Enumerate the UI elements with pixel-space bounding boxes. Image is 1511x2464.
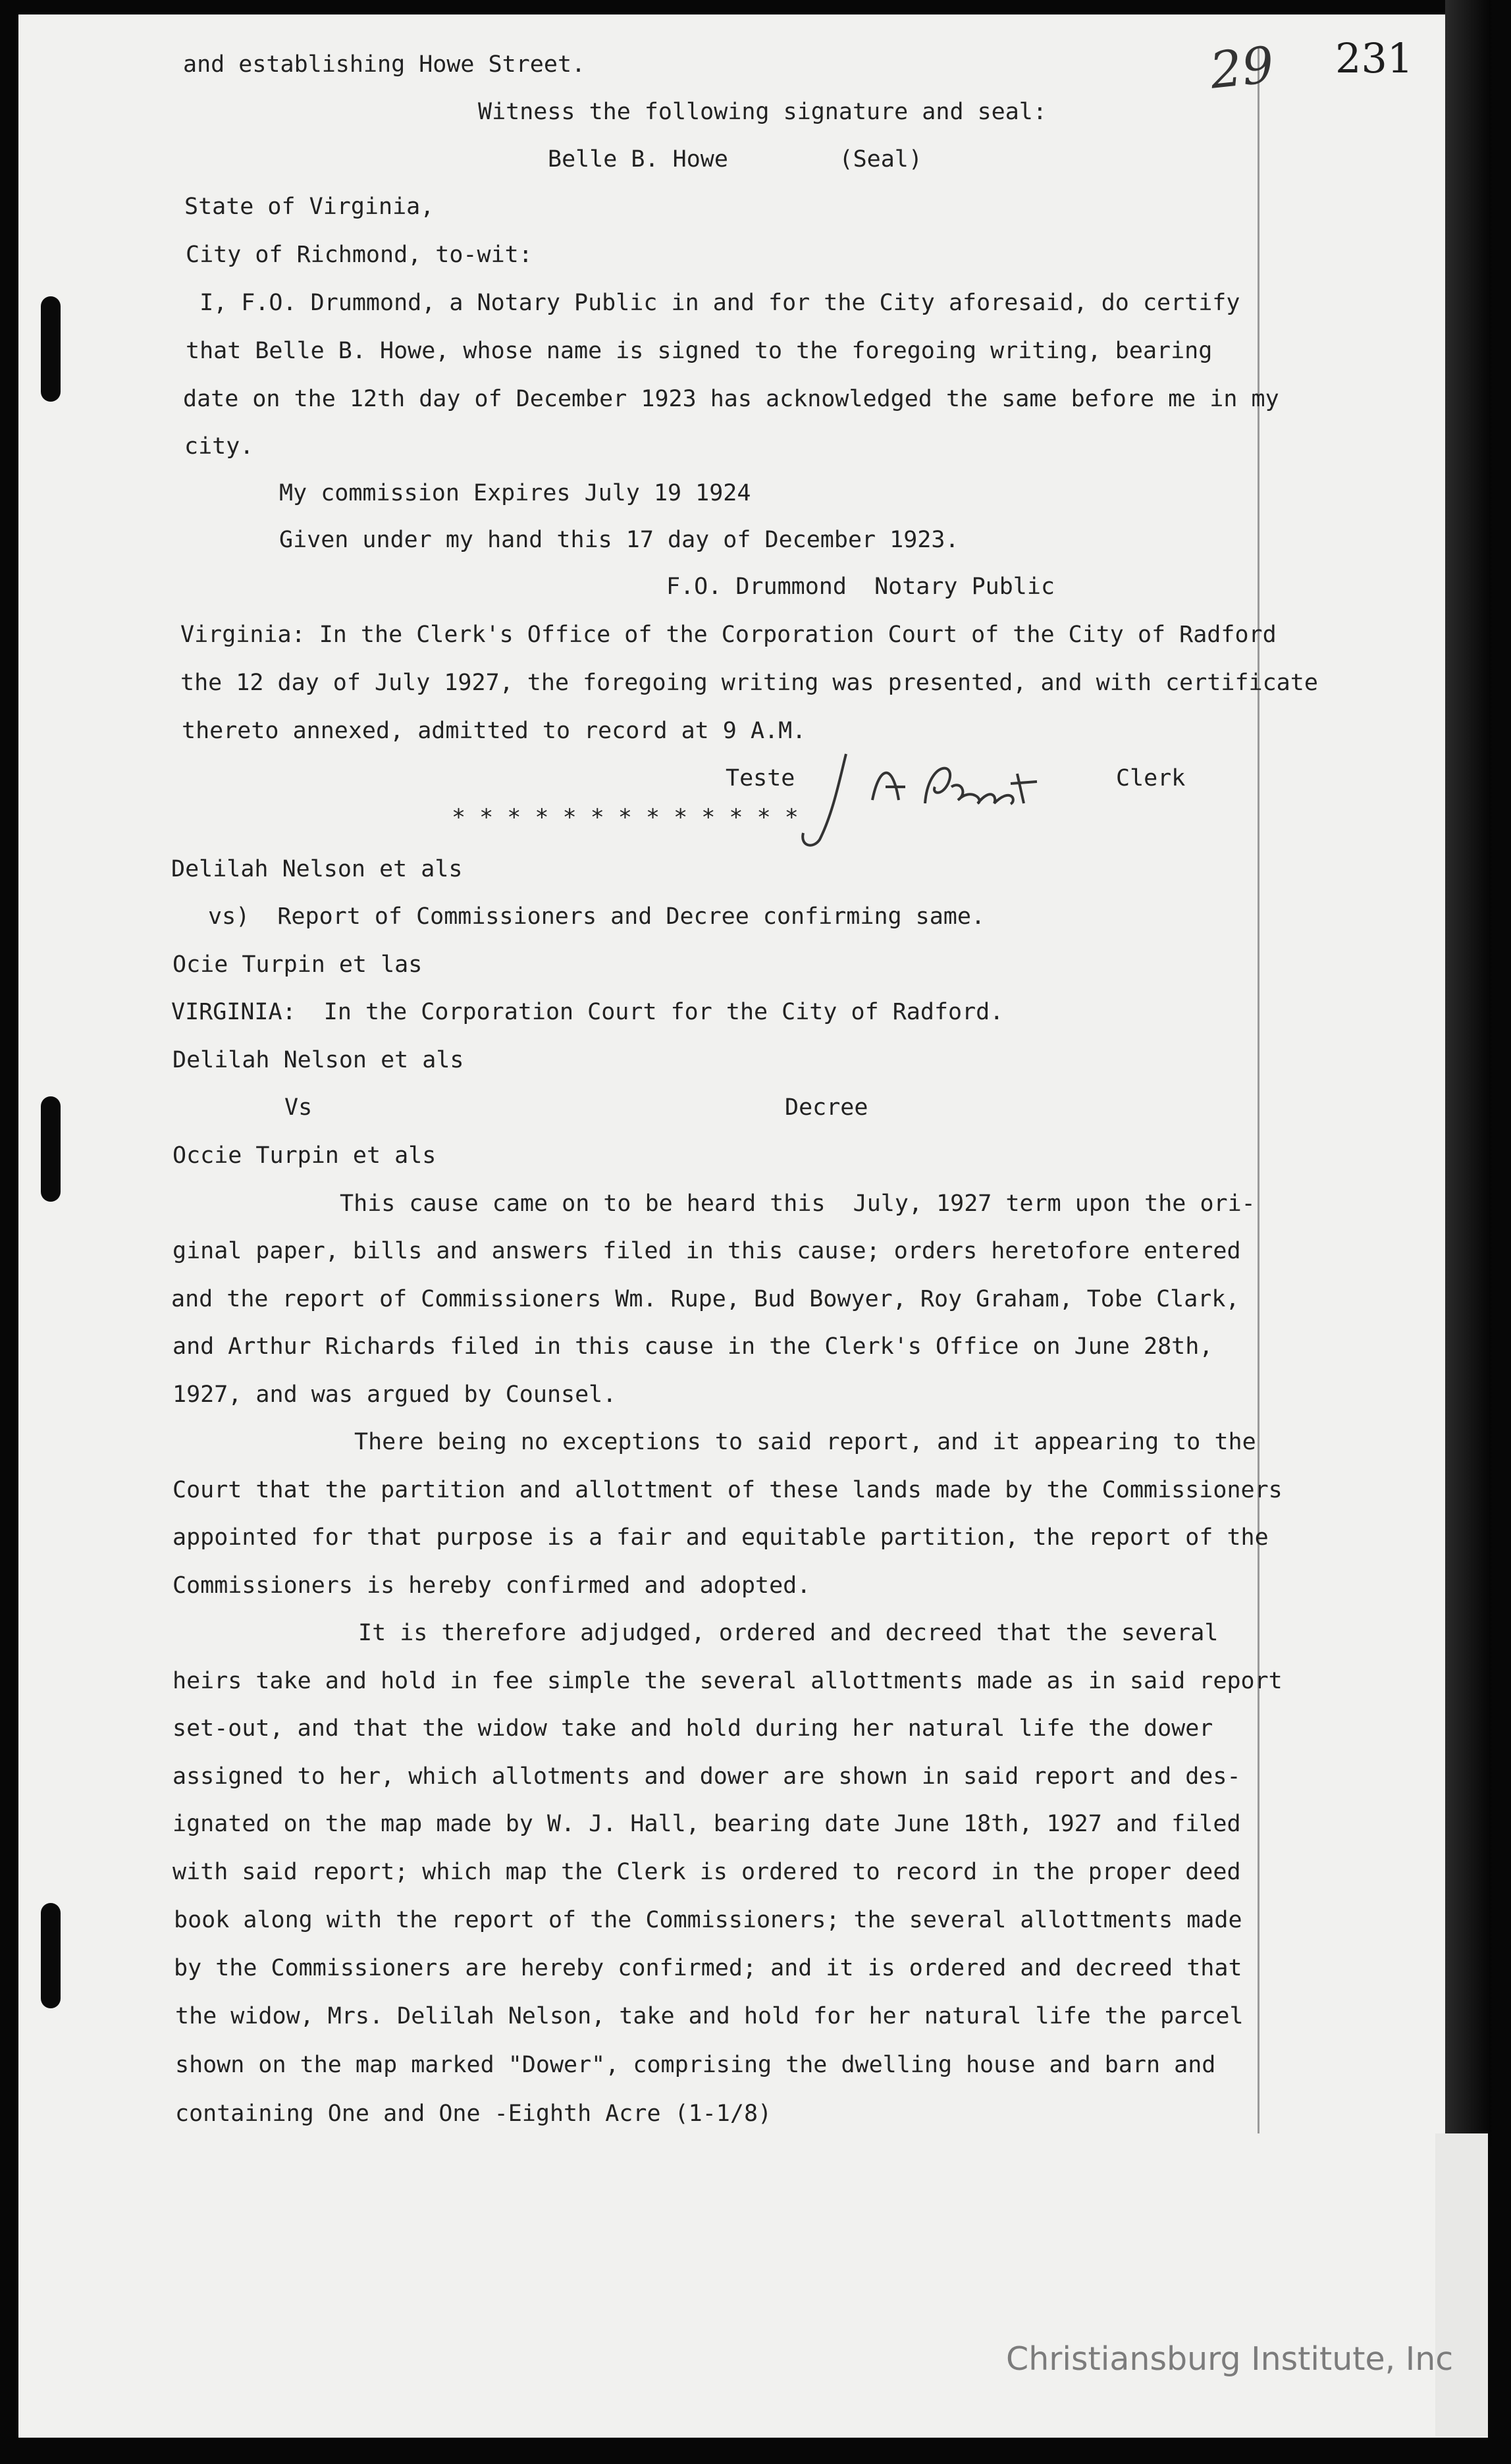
text-line: by the Commissioners are hereby confirmed; and it is ordered and decreed that [174,1955,1242,1981]
text-line: appointed for that purpose is a fair and equitable partition, the report of the [172,1524,1269,1551]
text-line: * * * * * * * * * * * * * [452,805,799,831]
binder-hole [41,1096,61,1202]
text-line: 1927, and was argued by Counsel. [172,1381,617,1408]
text-line: My commission Expires July 19 1924 [279,480,751,506]
text-line: F.O. Drummond Notary Public [666,574,1055,600]
margin-rule [1258,46,1259,2133]
text-line: State of Virginia, [184,194,435,220]
text-line: and Arthur Richards filed in this cause in the Clerk's Office on June 28th, [172,1333,1213,1360]
text-line: Decree [785,1094,868,1121]
text-line: Virginia: In the Clerk's Office of the Corporation Court of the City of Radford [180,622,1277,648]
text-line: Occie Turpin et als [172,1142,437,1169]
text-line: assigned to her, which allotments and dower are shown in said report and des- [172,1763,1241,1790]
page-number: 231 [1335,34,1414,82]
text-line: Court that the partition and allottment of these lands made by the Commissioners [172,1477,1283,1503]
text-line: Belle B. Howe (Seal) [548,146,922,173]
binder-hole [41,296,61,402]
clerk-signature [793,741,1070,853]
text-line: thereto annexed, admitted to record at 9 A.M. [182,718,807,744]
text-line: I, F.O. Drummond, a Notary Public in and for the City aforesaid, do certify [186,290,1240,316]
text-line: Clerk [1116,765,1186,791]
text-line: with said report; which map the Clerk is ordered to record in the proper deed [172,1859,1241,1885]
text-line: shown on the map marked "Dower", comprising the dwelling house and barn and [175,2052,1216,2078]
text-line: It is therefore adjudged, ordered and decreed that the several [358,1620,1219,1646]
text-line: Delilah Nelson et als [171,856,463,882]
text-line: ignated on the map made by W. J. Hall, bearing date June 18th, 1927 and filed [172,1811,1241,1837]
page-shadow [1445,0,1491,2147]
text-line: There being no exceptions to said report, and it appearing to the [354,1429,1256,1455]
text-line: Commissioners is hereby confirmed and adopted. [172,1572,811,1599]
text-line: Given under my hand this 17 day of December 1923. [279,527,959,553]
text-line: the 12 day of July 1927, the foregoing writing was presented, and with certificate [180,670,1318,696]
text-line: vs) Report of Commissioners and Decree confirming same. [208,903,986,930]
text-line: heirs take and hold in fee simple the several allottments made as in said report [172,1668,1283,1694]
binder-hole [41,1903,61,2008]
handwritten-page-number: 29 [1207,35,1277,100]
text-line: city. [184,433,254,460]
text-line: book along with the report of the Commissioners; the several allottments made [174,1907,1242,1933]
text-line: Teste [726,765,795,791]
page-corner [1435,2133,1488,2436]
text-line: and the report of Commissioners Wm. Rupe, Bud Bowyer, Roy Graham, Tobe Clark, [171,1286,1240,1312]
text-line: and establishing Howe Street. [183,51,586,78]
text-line: VIRGINIA: In the Corporation Court for the City of Radford. [171,999,1004,1025]
text-line: date on the 12th day of December 1923 has acknowledged the same before me in my [183,386,1279,412]
text-line: that Belle B. Howe, whose name is signed to the foregoing writing, bearing [186,338,1213,364]
text-line: City of Richmond, to-wit: [186,242,533,268]
text-line: set-out, and that the widow take and hold during her natural life the dower [172,1715,1213,1742]
watermark: Christiansburg Institute, Inc [1006,2340,1454,2378]
text-line: Ocie Turpin et las [172,951,423,978]
text-line: containing One and One -Eighth Acre (1-1/8) [175,2101,772,2127]
text-line: ginal paper, bills and answers filed in this cause; orders heretofore entered [172,1238,1241,1264]
text-line: Delilah Nelson et als [172,1047,464,1073]
text-line: This cause came on to be heard this July, 1927 term upon the ori- [340,1191,1256,1217]
text-line: Witness the following signature and seal: [478,99,1047,125]
text-line: Vs [284,1094,313,1121]
text-line: the widow, Mrs. Delilah Nelson, take and hold for her natural life the parcel [175,2003,1244,2029]
